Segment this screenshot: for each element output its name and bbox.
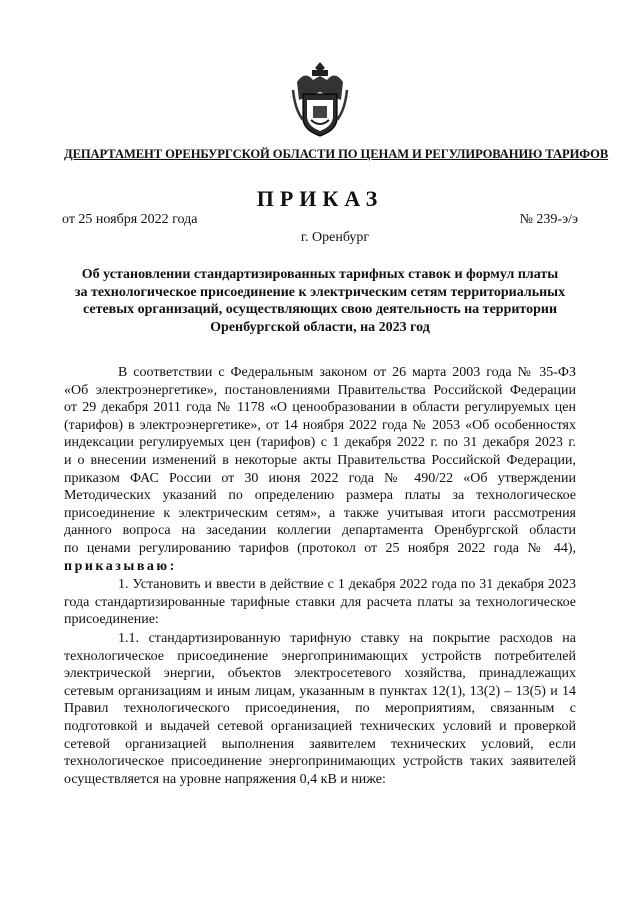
paragraph-line: В соответствии с Федеральным законом от 26 марта 2003 года № 35-ФЗ <box>118 365 576 380</box>
paragraph-line: Методических указаний по определению размера платы за технологическое <box>64 488 576 504</box>
document-number: № 239-э/э <box>519 212 578 227</box>
preamble-paragraph <box>64 364 576 575</box>
paragraph-line: присоединение к электрическим сетям», а также учитывая итоги рассмотрения <box>64 505 576 521</box>
document-date: от 25 ноября 2022 года <box>62 212 198 227</box>
clause-1-paragraph <box>64 576 576 629</box>
paragraph-line: (тарифов) в электроэнергетике», от 14 ноября 2022 года № 2053 «Об особенностях <box>64 417 576 433</box>
paragraph-line: и о внесении изменений в некоторые акты Правительства Российской Федерации, <box>64 452 576 468</box>
paragraph-line: технологическое присоединение энергопринимающих устройств таких заявителей <box>64 754 576 770</box>
paragraph-line: сетевой организацией выполнения заявителем технических условий, если <box>64 736 576 752</box>
paragraph-line: сетевым организациям и иным лицам, указанным в пунктах 12(1), 13(2) – 13(5) и 14 <box>64 683 576 699</box>
subject-line: за технологическое присоединение к электрическим сетям территориальных <box>74 284 566 300</box>
clause-1-1-paragraph <box>64 630 576 788</box>
paragraph-line: электрической энергии, объектов электросетевого хозяйства, принадлежащих <box>64 666 576 682</box>
subject-line: Об установлении стандартизированных тарифных ставок и формул платы <box>81 267 559 282</box>
document-type: ПРИКАЗ <box>256 186 384 211</box>
order-word: приказываю: <box>64 558 177 574</box>
paragraph-line: от 29 декабря 2011 года № 1178 «О ценообразовании в области регулируемых цен <box>64 400 576 416</box>
paragraph-line: «Об электроэнергетике», постановлениями Правительства Российской Федерации <box>64 382 576 398</box>
paragraph-line: технологическое присоединение энергопринимающих устройств потребителей <box>64 648 576 664</box>
paragraph-line: 1.1. стандартизированную тарифную ставку на покрытие расходов на <box>118 631 576 646</box>
document-subject <box>70 266 570 336</box>
paragraph-line: года стандартизированные тарифные ставки для расчета платы за технологическое <box>64 594 576 610</box>
document-city: г. Оренбург <box>300 230 370 245</box>
paragraph-line: осуществляется на уровне напряжения 0,4 кВ и ниже: <box>64 771 386 787</box>
paragraph-line: присоединение: <box>64 612 159 628</box>
paragraph-line: данного вопроса на заседании коллегии департамента Оренбургской области <box>64 523 576 539</box>
coat-of-arms-emblem <box>291 60 349 138</box>
subject-line: сетевых организаций, осуществляющих свою деятельность на территории <box>82 302 558 317</box>
paragraph-line: приказом ФАС России от 30 июня 2022 года № 490/22 «Об утверждении <box>64 470 576 486</box>
paragraph-line: подготовкой и выдачей сетевой организацией технических условий и проверкой <box>64 718 576 734</box>
paragraph-line: Правил технологического присоединения, по мероприятиям, связанным с <box>64 701 576 717</box>
paragraph-line: индексации регулируемых цен (тарифов) с 1 декабря 2022 г. по 31 декабря 2023 г. <box>64 435 576 451</box>
subject-line: Оренбургской области, на 2023 год <box>210 319 430 335</box>
department-name: ДЕПАРТАМЕНТ ОРЕНБУРГСКОЙ ОБЛАСТИ ПО ЦЕНАМ И РЕГУЛИРОВАНИЮ ТАРИФОВ <box>64 147 609 161</box>
paragraph-line: 1. Установить и ввести в действие с 1 декабря 2022 года по 31 декабря 2023 <box>118 577 576 592</box>
paragraph-line: по ценами регулированию тарифов (протокол от 25 ноября 2022 года № 44), <box>64 540 576 556</box>
